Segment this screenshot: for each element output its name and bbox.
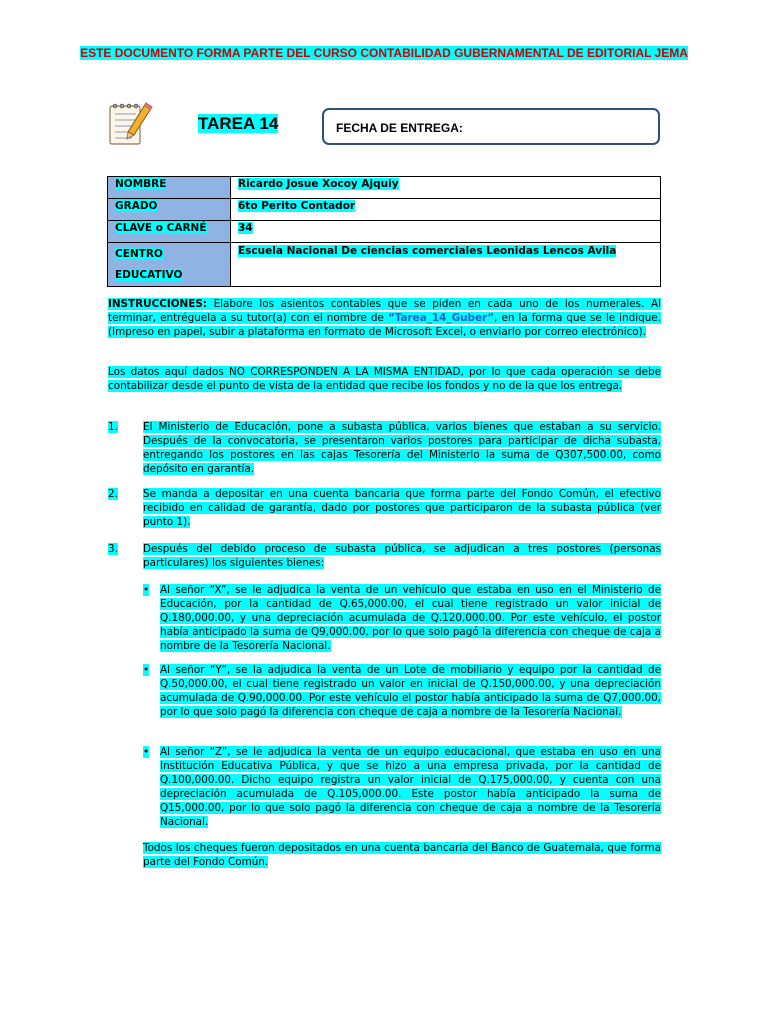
item-text: Después del debido proceso de subasta pública, se adjudican a tres postores (personas particulares) los siguientes bienes: (143, 543, 661, 569)
item-text: El Ministerio de Educación, pone a subasta pública, varios bienes que estaban a su servicio. Después de la convocatoria, se presentaron varios postores para participar de dicha subasta, entregando los postores en las cajas Tesorería del Ministerio la suma de Q307,500.00, como depósito en garantía. (143, 421, 661, 475)
info-label: CENTRO EDUCATIVO (108, 243, 231, 287)
file-name: “Tarea_14_Guber” (387, 312, 495, 324)
due-date-box (322, 108, 660, 145)
student-info-table (107, 176, 661, 287)
note-paragraph: Los datos aquí dados NO CORRESPONDEN A LA MISMA ENTIDAD, por lo que cada operación se debe contabilizar desde el punto de vista de la entidad que recibe los fondos y no de la que los entrega. (108, 366, 661, 392)
assignment-title: TAREA 14 (198, 114, 279, 133)
item-number: 2. (108, 488, 118, 500)
closing-paragraph: Todos los cheques fueron depositados en una cuenta bancaria del Banco de Guatemala, que forma parte del Fondo Común. (143, 842, 661, 868)
info-row-grado (108, 199, 661, 221)
notepad-pencil-icon (106, 101, 154, 147)
info-value: 34 (231, 221, 661, 243)
document-header: ESTE DOCUMENTO FORMA PARTE DEL CURSO CONTABILIDAD GUBERNAMENTAL DE EDITORIAL JEMA (80, 46, 688, 60)
info-label: GRADO (108, 199, 231, 221)
info-value: Escuela Nacional De ciencias comerciales Leonidas Lencos Avila (231, 243, 661, 287)
instructions-paragraph: INSTRUCCIONES: Elabore los asientos contables que se piden en cada uno de los numerales. Al terminar, entréguela a su tutor(a) con el nombre de “Tarea_14_Guber”, en la forma que se le indique. (Impreso en papel, subir a plataforma en formato de Microsoft Excel, o enviarlo por correo electrónico). (108, 298, 662, 338)
item-text: Se manda a depositar en una cuenta bancaria que forma parte del Fondo Común, el efectivo recibido en calidad de garantía, dado por postores que participaron de la subasta pública (ver punto 1). (143, 488, 661, 528)
info-row-clave (108, 221, 661, 243)
info-value: Ricardo Josue Xocoy Ajquiy (231, 177, 661, 199)
bullet-text: Al señor “Y”, se la adjudica la venta de un Lote de mobiliario y equipo por la cantidad de Q.50,000.00, el cual tiene registrado un valor en inicial de Q.150,000.00, y una depreciación acumulada de Q.90,000.00. Por este vehículo el postor había anticipado la suma de Q7,000.00, por lo que solo pagó la diferencia con cheque de caja a nombre de la Tesorería Nacional. (160, 664, 661, 718)
item-number: 3. (108, 543, 118, 555)
instructions-label: INSTRUCCIONES: (108, 298, 207, 310)
info-value: 6to Perito Contador (231, 199, 661, 221)
bullet-text: Al señor “X”, se le adjudica la venta de un vehículo que estaba en uso en el Ministerio de Educación, por la cantidad de Q.65,000.00, el cual tiene registrado un valor inicial de Q.180,000.00, y una depreciación acumulada de Q.120,000.00. Por este vehículo, el postor había anticipado la suma de Q9,000.00, por lo que solo pagó la diferencia con cheque de caja a nombre de la Tesorería Nacional. (160, 584, 661, 652)
bullet-icon: • (143, 584, 150, 596)
bullet-text: Al señor “Z”, se le adjudica la venta de un equipo educacional, que estaba en uso en una Institución Educativa Pública, y que se hizo a una empresa privada, por la cantidad de Q.100,000.00. Dicho equipo registra un valor inicial de Q.175,000.00, y cuenta con una depreciación acumulada de Q.105,000.00. Este postor había anticipado la suma de Q15,000.00, por lo que solo pagó la diferencia con cheque de caja a nombre de la Tesorería Nacional. (160, 746, 661, 828)
bullet-icon: • (143, 664, 150, 676)
info-label: NOMBRE (108, 177, 231, 199)
info-row-centro (108, 243, 661, 287)
bullet-icon: • (143, 746, 150, 758)
info-row-nombre (108, 177, 661, 199)
item-number: 1. (108, 421, 118, 433)
info-label: CLAVE o CARNÉ (108, 221, 231, 243)
due-date-label: FECHA DE ENTREGA: (336, 121, 463, 135)
